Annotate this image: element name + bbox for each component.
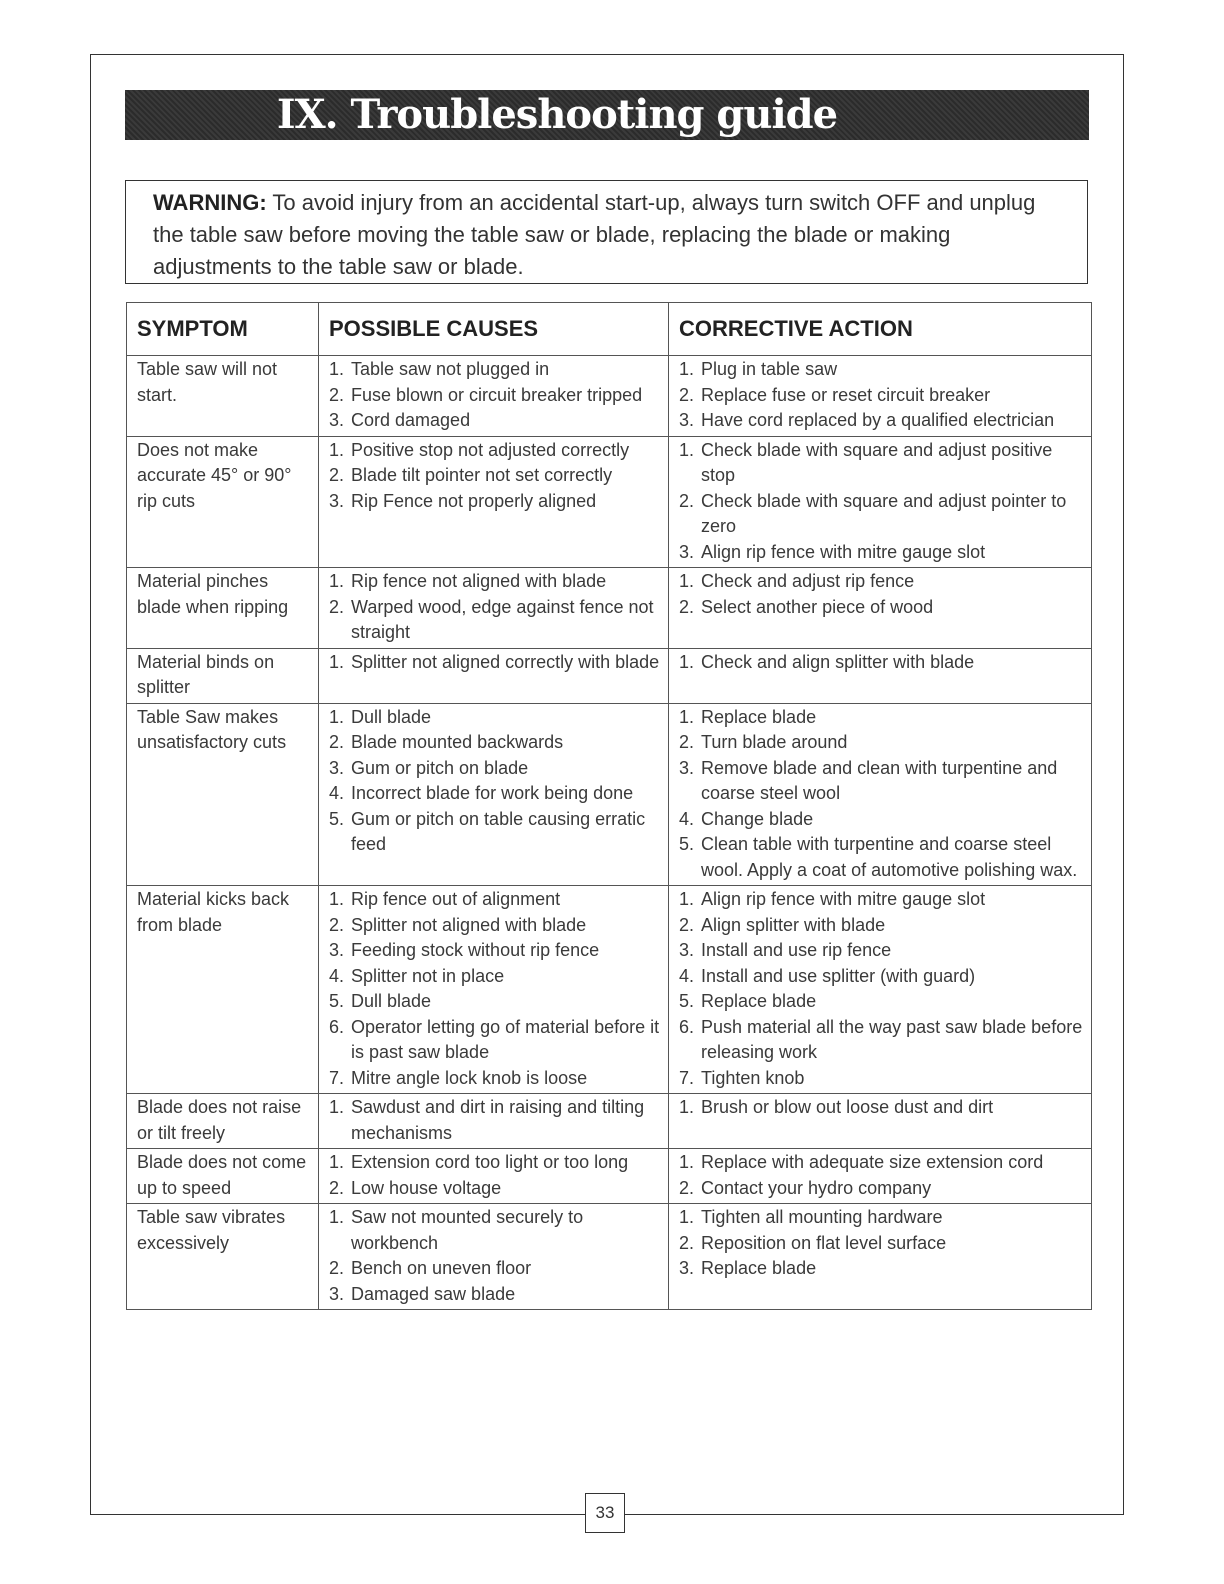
item-text: Cord damaged	[351, 410, 471, 430]
item-number: 1.	[679, 359, 695, 379]
item-number: 1.	[329, 439, 345, 460]
item-text: Dull blade	[351, 991, 432, 1011]
list-item	[679, 1066, 1087, 1092]
item-text: Check and adjust rip fence	[701, 571, 915, 591]
causes-cell	[319, 1204, 669, 1310]
actions-cell	[669, 1094, 1092, 1149]
table-row	[127, 1149, 1092, 1204]
actions-cell	[669, 356, 1092, 437]
item-number: 2.	[679, 1232, 695, 1253]
list-item	[329, 807, 664, 858]
list-item	[329, 595, 664, 646]
causes-cell	[319, 356, 669, 437]
item-number: 1.	[329, 1097, 345, 1117]
item-text: Bench on uneven floor	[351, 1258, 532, 1278]
item-text: Replace blade	[701, 1258, 817, 1278]
list-item	[329, 569, 664, 595]
list-item	[679, 408, 1087, 434]
table-row	[127, 703, 1092, 886]
actions-cell	[669, 1149, 1092, 1204]
list-item	[679, 964, 1087, 990]
item-text: Change blade	[701, 808, 814, 829]
causes-cell	[319, 886, 669, 1094]
list-item	[679, 1015, 1087, 1066]
list-item	[329, 938, 664, 964]
item-number: 2.	[679, 490, 695, 511]
item-text: Rip fence out of alignment	[351, 889, 561, 909]
list-item	[679, 938, 1087, 964]
actions-cell	[669, 1204, 1092, 1310]
item-number: 4.	[679, 965, 695, 986]
symptom-cell: Table saw vibrates excessively	[127, 1204, 319, 1310]
list-item	[329, 756, 664, 782]
item-text: Extension cord too light or too long	[351, 1152, 629, 1172]
list-item	[679, 705, 1087, 731]
item-text: Low house voltage	[351, 1177, 502, 1198]
actions-list	[679, 1095, 1087, 1121]
list-item	[329, 730, 664, 756]
list-item	[679, 650, 1087, 676]
item-text: Rip fence not aligned with blade	[351, 571, 607, 591]
item-number: 2.	[329, 1177, 345, 1198]
table-row	[127, 568, 1092, 649]
item-number: 2.	[679, 384, 695, 405]
item-number: 1.	[679, 1207, 695, 1227]
list-item	[679, 1205, 1087, 1231]
item-number: 2.	[329, 596, 345, 617]
list-item	[679, 832, 1087, 883]
item-number: 2.	[679, 596, 695, 617]
symptom-cell: Material kicks back from blade	[127, 886, 319, 1094]
item-text: Align rip fence with mitre gauge slot	[701, 889, 986, 909]
item-number: 5.	[329, 991, 345, 1011]
list-item	[329, 1282, 664, 1308]
item-number: 2.	[329, 1258, 345, 1278]
item-text: Splitter not aligned with blade	[351, 914, 587, 935]
page-title: IX. Troubleshooting guide	[276, 91, 838, 138]
item-number: 1.	[679, 439, 695, 460]
symptom-cell: Table Saw makes unsatisfactory cuts	[127, 703, 319, 886]
list-item	[329, 887, 664, 913]
list-item	[679, 730, 1087, 756]
causes-cell	[319, 1149, 669, 1204]
item-text: Replace with adequate size extension cord	[701, 1152, 1044, 1172]
item-text: Fuse blown or circuit breaker tripped	[351, 384, 643, 405]
list-item	[329, 1205, 664, 1256]
item-number: 1.	[329, 359, 345, 379]
item-number: 1.	[329, 1207, 345, 1227]
item-text: Install and use rip fence	[701, 940, 892, 960]
item-text: Splitter not in place	[351, 965, 505, 986]
item-number: 3.	[329, 757, 345, 778]
causes-list	[329, 357, 664, 434]
symptom-cell: Does not make accurate 45° or 90° rip cuts	[127, 436, 319, 568]
causes-list	[329, 1205, 664, 1307]
table-row	[127, 648, 1092, 703]
item-text: Incorrect blade for work being done	[351, 783, 634, 803]
list-item	[679, 1256, 1087, 1282]
item-number: 3.	[329, 410, 345, 430]
causes-list	[329, 569, 664, 646]
actions-list	[679, 438, 1087, 566]
item-text: Push material all the way past saw blade before releasing work	[701, 1016, 1083, 1062]
item-number: 3.	[679, 410, 695, 430]
table-row	[127, 356, 1092, 437]
list-item	[679, 569, 1087, 595]
list-item	[329, 489, 664, 515]
item-text: Positive stop not adjusted correctly	[351, 439, 630, 460]
item-text: Gum or pitch on table causing erratic feed	[351, 808, 646, 854]
actions-cell	[669, 436, 1092, 568]
list-item	[329, 1150, 664, 1176]
item-number: 5.	[679, 834, 695, 854]
item-text: Plug in table saw	[701, 359, 838, 379]
warning-text: To avoid injury from an accidental start-up, always turn switch OFF and unplug the table saw before moving the table saw or blade, replacing the blade or making adjustments to the table saw or blade.	[153, 190, 1036, 279]
list-item	[329, 705, 664, 731]
troubleshooting-table	[126, 302, 1092, 1310]
actions-list	[679, 357, 1087, 434]
symptom-cell: Material binds on splitter	[127, 648, 319, 703]
causes-cell	[319, 703, 669, 886]
symptom-cell: Blade does not raise or tilt freely	[127, 1094, 319, 1149]
item-number: 6.	[329, 1016, 345, 1037]
list-item	[679, 1176, 1087, 1202]
list-item	[679, 989, 1087, 1015]
item-text: Have cord replaced by a qualified electrician	[701, 410, 1055, 430]
list-item	[329, 1095, 664, 1146]
item-text: Rip Fence not properly aligned	[351, 490, 597, 511]
list-item	[329, 438, 664, 464]
causes-list	[329, 1095, 664, 1146]
item-text: Dull blade	[351, 706, 432, 727]
item-text: Tighten all mounting hardware	[701, 1207, 943, 1227]
causes-list	[329, 650, 664, 676]
actions-cell	[669, 648, 1092, 703]
item-number: 2.	[329, 384, 345, 405]
list-item	[679, 913, 1087, 939]
item-text: Operator letting go of material before it is past saw blade	[351, 1016, 660, 1062]
item-text: Saw not mounted securely to workbench	[351, 1207, 584, 1253]
page-number: 33	[585, 1493, 625, 1533]
list-item	[329, 650, 664, 676]
header-possible-causes: POSSIBLE CAUSES	[319, 303, 669, 356]
item-text: Clean table with turpentine and coarse steel wool. Apply a coat of automotive polishing wax.	[701, 834, 1078, 880]
item-text: Brush or blow out loose dust and dirt	[701, 1097, 994, 1117]
item-text: Warped wood, edge against fence not straight	[351, 596, 654, 642]
item-text: Tighten knob	[701, 1067, 805, 1088]
list-item	[329, 913, 664, 939]
item-text: Reposition on flat level surface	[701, 1232, 947, 1253]
list-item	[679, 383, 1087, 409]
item-text: Replace fuse or reset circuit breaker	[701, 384, 991, 405]
list-item	[679, 357, 1087, 383]
item-number: 2.	[329, 732, 345, 752]
causes-cell	[319, 648, 669, 703]
item-number: 7.	[679, 1067, 695, 1088]
item-number: 1.	[329, 889, 345, 909]
item-number: 1.	[679, 1152, 695, 1172]
item-text: Damaged saw blade	[351, 1283, 516, 1304]
list-item	[679, 807, 1087, 833]
table-row	[127, 1204, 1092, 1310]
causes-list	[329, 887, 664, 1091]
list-item	[679, 756, 1087, 807]
item-number: 1.	[679, 1097, 695, 1117]
item-number: 2.	[329, 914, 345, 935]
actions-cell	[669, 703, 1092, 886]
item-text: Table saw not plugged in	[351, 359, 550, 379]
item-text: Check blade with square and adjust pointer to zero	[701, 490, 1067, 536]
list-item	[329, 357, 664, 383]
actions-list	[679, 705, 1087, 884]
warning-box	[125, 180, 1088, 284]
causes-cell	[319, 568, 669, 649]
item-number: 1.	[329, 651, 345, 672]
list-item	[329, 1015, 664, 1066]
table-row	[127, 886, 1092, 1094]
item-number: 1.	[679, 889, 695, 909]
item-text: Replace blade	[701, 991, 817, 1011]
item-text: Blade mounted backwards	[351, 732, 564, 752]
item-text: Install and use splitter (with guard)	[701, 965, 976, 986]
item-text: Remove blade and clean with turpentine and coarse steel wool	[701, 757, 1058, 803]
item-number: 2.	[679, 732, 695, 752]
causes-cell	[319, 1094, 669, 1149]
item-text: Blade tilt pointer not set correctly	[351, 465, 613, 485]
item-number: 3.	[329, 490, 345, 511]
item-number: 3.	[679, 1258, 695, 1278]
item-number: 3.	[329, 940, 345, 960]
item-text: Sawdust and dirt in raising and tilting mechanisms	[351, 1097, 645, 1143]
item-number: 1.	[679, 571, 695, 591]
item-number: 1.	[679, 706, 695, 727]
item-number: 4.	[329, 965, 345, 986]
list-item	[679, 438, 1087, 489]
symptom-cell: Blade does not come up to speed	[127, 1149, 319, 1204]
item-text: Align splitter with blade	[701, 914, 886, 935]
table-header-row	[127, 303, 1092, 356]
actions-list	[679, 1205, 1087, 1282]
symptom-cell: Table saw will not start.	[127, 356, 319, 437]
causes-list	[329, 705, 664, 858]
item-number: 1.	[329, 706, 345, 727]
actions-cell	[669, 886, 1092, 1094]
actions-list	[679, 1150, 1087, 1201]
item-text: Gum or pitch on blade	[351, 757, 529, 778]
table-row	[127, 436, 1092, 568]
item-text: Mitre angle lock knob is loose	[351, 1067, 588, 1088]
list-item	[679, 1095, 1087, 1121]
item-number: 5.	[679, 991, 695, 1011]
header-corrective-action: CORRECTIVE ACTION	[669, 303, 1092, 356]
list-item	[329, 1256, 664, 1282]
item-number: 6.	[679, 1016, 695, 1037]
section-title-bar	[125, 90, 1089, 140]
list-item	[329, 964, 664, 990]
actions-list	[679, 887, 1087, 1091]
list-item	[329, 408, 664, 434]
list-item	[329, 989, 664, 1015]
list-item	[679, 1150, 1087, 1176]
actions-list	[679, 650, 1087, 676]
item-number: 4.	[679, 808, 695, 829]
item-number: 3.	[679, 541, 695, 562]
item-text: Check and align splitter with blade	[701, 651, 975, 672]
item-number: 2.	[679, 1177, 695, 1198]
list-item	[679, 489, 1087, 540]
item-text: Feeding stock without rip fence	[351, 940, 600, 960]
list-item	[329, 383, 664, 409]
item-text: Turn blade around	[701, 732, 848, 752]
causes-list	[329, 1150, 664, 1201]
actions-cell	[669, 568, 1092, 649]
header-symptom: SYMPTOM	[127, 303, 319, 356]
list-item	[679, 540, 1087, 566]
item-number: 3.	[329, 1283, 345, 1304]
list-item	[329, 1066, 664, 1092]
list-item	[329, 1176, 664, 1202]
list-item	[329, 781, 664, 807]
item-text: Select another piece of wood	[701, 596, 934, 617]
table-row	[127, 1094, 1092, 1149]
item-text: Check blade with square and adjust positive stop	[701, 439, 1053, 485]
item-number: 1.	[679, 651, 695, 672]
item-text: Contact your hydro company	[701, 1177, 932, 1198]
causes-list	[329, 438, 664, 515]
item-number: 1.	[329, 1152, 345, 1172]
item-text: Align rip fence with mitre gauge slot	[701, 541, 986, 562]
list-item	[679, 595, 1087, 621]
symptom-cell: Material pinches blade when ripping	[127, 568, 319, 649]
item-number: 4.	[329, 783, 345, 803]
actions-list	[679, 569, 1087, 620]
item-number: 7.	[329, 1067, 345, 1088]
item-number: 3.	[679, 757, 695, 778]
item-number: 5.	[329, 808, 345, 829]
item-number: 2.	[679, 914, 695, 935]
warning-label: WARNING:	[153, 190, 267, 215]
list-item	[329, 463, 664, 489]
item-text: Replace blade	[701, 706, 817, 727]
list-item	[679, 887, 1087, 913]
list-item	[679, 1231, 1087, 1257]
causes-cell	[319, 436, 669, 568]
item-number: 2.	[329, 465, 345, 485]
item-text: Splitter not aligned correctly with blade	[351, 651, 660, 672]
item-number: 1.	[329, 571, 345, 591]
item-number: 3.	[679, 940, 695, 960]
